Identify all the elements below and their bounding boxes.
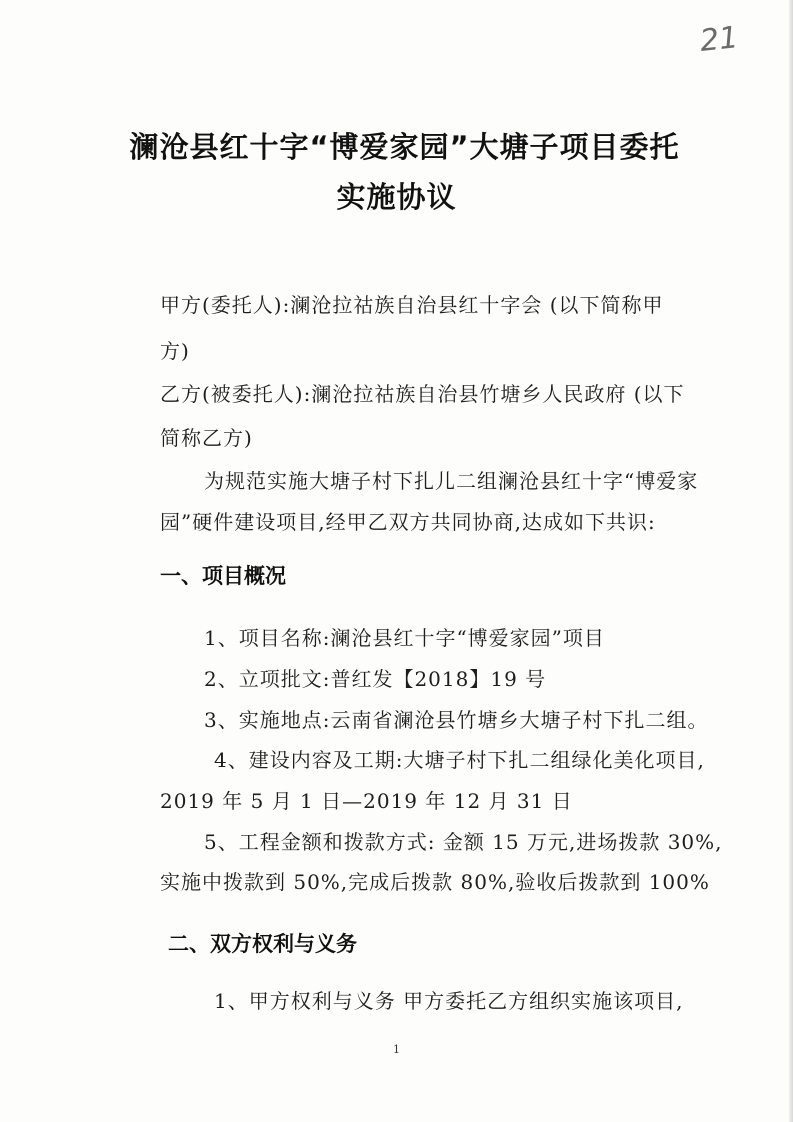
intro-line-1: 为规范实施大塘子村下扎儿二组澜沧县红十字“博爱家	[204, 469, 699, 493]
project-item-4-line-1: 4、建设内容及工期:大塘子村下扎二组绿化美化项目,	[214, 748, 705, 772]
document-title-line-2: 实施协议	[336, 180, 457, 214]
page-number: 1	[393, 1043, 400, 1056]
document-title-line-1: 澜沧县红十字“博爱家园”大塘子项目委托	[129, 130, 680, 164]
project-item-5-line-1: 5、工程金额和拨款方式: 金额 15 万元,进场拨款 30%,	[204, 830, 723, 854]
project-item-4-line-2: 2019 年 5 月 1 日—2019 年 12 月 31 日	[160, 789, 573, 813]
scan-edge-shadow	[789, 0, 793, 1122]
section-2-heading: 二、双方权利与义务	[168, 932, 357, 956]
project-item-3: 3、实施地点:云南省澜沧县竹塘乡大塘子村下扎二组。	[204, 708, 709, 732]
project-item-2: 2、立项批文:普红发【2018】19 号	[204, 667, 547, 691]
party-a-line-1: 甲方(委托人):澜沧拉祜族自治县红十字会 (以下简称甲	[160, 293, 664, 317]
project-item-5-line-2: 实施中拨款到 50%,完成后拨款 80%,验收后拨款到 100%	[160, 870, 710, 894]
project-item-1: 1、项目名称:澜沧县红十字“博爱家园”项目	[204, 626, 605, 650]
intro-line-2: 园”硬件建设项目,经甲乙双方共同协商,达成如下共识:	[160, 510, 656, 534]
rights-line-1: 1、甲方权利与义务 甲方委托乙方组织实施该项目,	[214, 989, 684, 1013]
party-a-line-2: 方)	[160, 339, 190, 363]
party-b-line-1: 乙方(被委托人):澜沧拉祜族自治县竹塘乡人民政府 (以下	[160, 382, 685, 406]
section-1-heading: 一、项目概况	[160, 564, 286, 588]
party-b-line-2: 简称乙方)	[160, 426, 253, 450]
handwritten-page-annotation: 21	[698, 20, 740, 59]
